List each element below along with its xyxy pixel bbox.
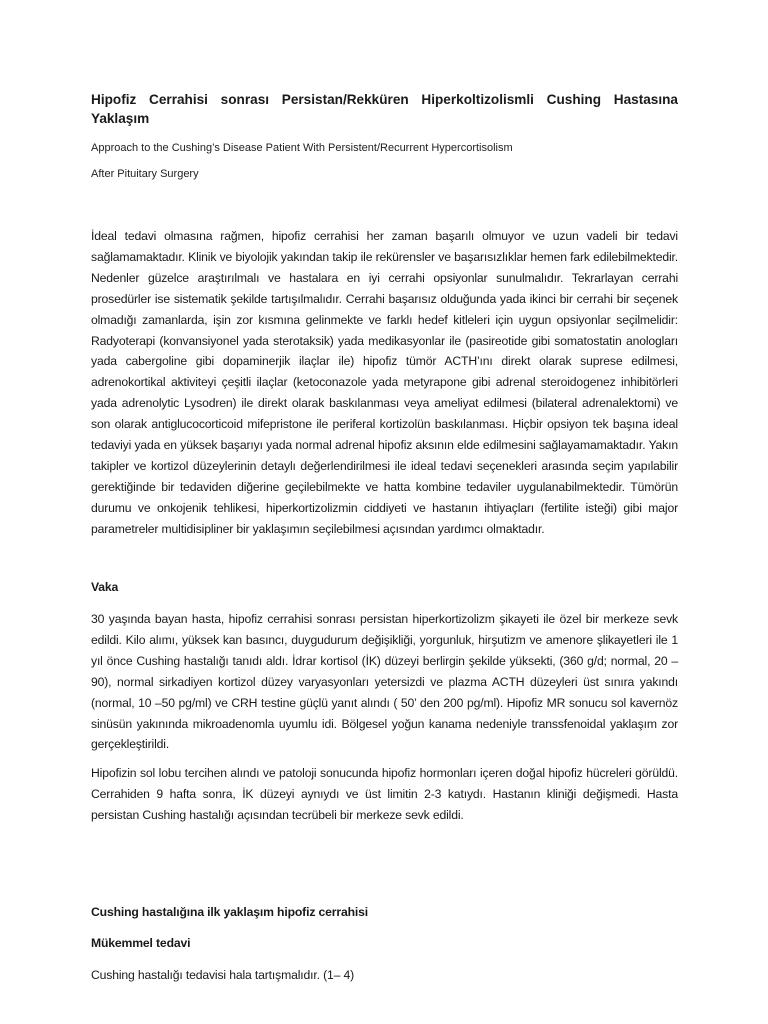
- case-paragraph-2: Hipofizin sol lobu tercihen alındı ve patoloji sonucunda hipofiz hormonları içeren doğal hipofiz hücreleri görüldü. Cerrahiden 9 hafta sonra, İK düzeyi aynıydı ve üst limitin 2-3 katıydı. Hastanın kliniği değişmedi. Hasta persistan Cushing hastalığı açısından tecrübeli bir merkeze sevk edildi.: [91, 766, 678, 822]
- english-subtitle-line-1: Approach to the Cushing’s Disease Patient With Persistent/Recurrent Hypercortisolism: [91, 142, 513, 154]
- section-heading: Cushing hastalığına ilk yaklaşım hipofiz cerrahisi: [91, 905, 368, 919]
- document-title: Hipofiz Cerrahisi sonrası Persistan/Rekküren Hiperkoltizolismli Cushing Hastasına Yaklaşım: [91, 92, 678, 126]
- closing-line: Cushing hastalığı tedavisi hala tartışmalıdır. (1– 4): [91, 968, 355, 982]
- intro-paragraph: İdeal tedavi olmasına rağmen, hipofiz cerrahisi her zaman başarılı olmuyor ve uzun vadeli bir tedavi sağlamamaktadır. Klinik ve biyolojik yakından takip ile rekürensler ve başarısızlıklar hemen fark edilebilmektedir. Nedenler güzelce araştırılmalı ve hastalara en iyi cerrahi opsiyonlar sunulmalıdır. Tekrarlayan cerrahi prosedürler ise sistematik şekilde tartışılmalıdır. Cerrahi başarısız olduğunda yada ikinci bir cerrahi bir seçenek olmadığı zamanlarda, işin zor kısmına gelinmekte ve farklı hedef kitleleri için uygun opsiyonlar seçilmelidir: Radyoterapi (konvansiyonel yada sterotaksik) yada medikasyonlar ile (pasireotide gibi somatostatin anologları yada cabergoline gibi dopaminerjik ilaçlar ile) hipofiz tümör ACTH’ını direkt olarak suprese edilmesi, adrenokortikal aktiviteyi çeşitli ilaçlar (ketoconazole yada metyrapone gibi adrenal steroidogenez inhibitörleri yada adrenolytic Lysodren) ile direkt olarak baskılanması veya ameliyat edilmesi (bilateral adrenalektomi) ve son olarak antiglucocorticoid mifepristone ile periferal kortizolün baskılanması. Hiçbir opsiyon tek başına ideal tedaviyi yada en yüksek başarıyı yada normal adrenal hipofiz aksının elde edilmesini sağlayamamaktadır. Yakın takipler ve kortizol düzeylerinin detaylı değerlendirilmesi ile ideal tedavi seçenekleri arasında seçim yapılabilir gerektiğinde bir tedaviden diğerine geçilebilmekte ve hatta kombine tedaviler uygulanabilmektedir. Tümörün durumu ve onkojenik tehlikesi, hiperkortizolizmin ciddiyeti ve hastanın ihtiyaçları (fertilite isteği) gibi major parametreler multidisipliner bir yaklaşımın seçilebilmesi açısından yardımcı olmaktadır.: [91, 229, 678, 536]
- case-heading: Vaka: [91, 580, 119, 594]
- case-paragraph-1: 30 yaşında bayan hasta, hipofiz cerrahisi sonrası persistan hiperkortizolizm şikayeti ile özel bir merkeze sevk edildi. Kilo alımı, yüksek kan basıncı, duygudurum değişikliği, yorgunluk, hirşutizm ve amenore şlikayetleri ile 1 yıl önce Cushing hastalığı tanıdı aldı. İdrar kortisol (İK) düzeyi berlirgin şekilde yüksekti, (360 g/d; normal, 20 –90), normal sirkadiyen kortizol düzey varyasyonları yetersizdi ve plazma ACTH düzeyleri üst sınıra yakındı (normal, 10 –50 pg/ml) ve CRH testine güçlü yanıt alındı ( 50’ den 200 pg/ml). Hipofiz MR sonucu sol kavernöz sinüsün yakınında mikroadenomla uyumlu idi. Bölgesel yoğun kanama nedeniyle transsfenoidal yaklaşım zor gerçekleştirildi.: [91, 612, 678, 752]
- subsection-heading: Mükemmel tedavi: [91, 936, 191, 950]
- english-subtitle-line-2: After Pituitary Surgery: [91, 168, 199, 180]
